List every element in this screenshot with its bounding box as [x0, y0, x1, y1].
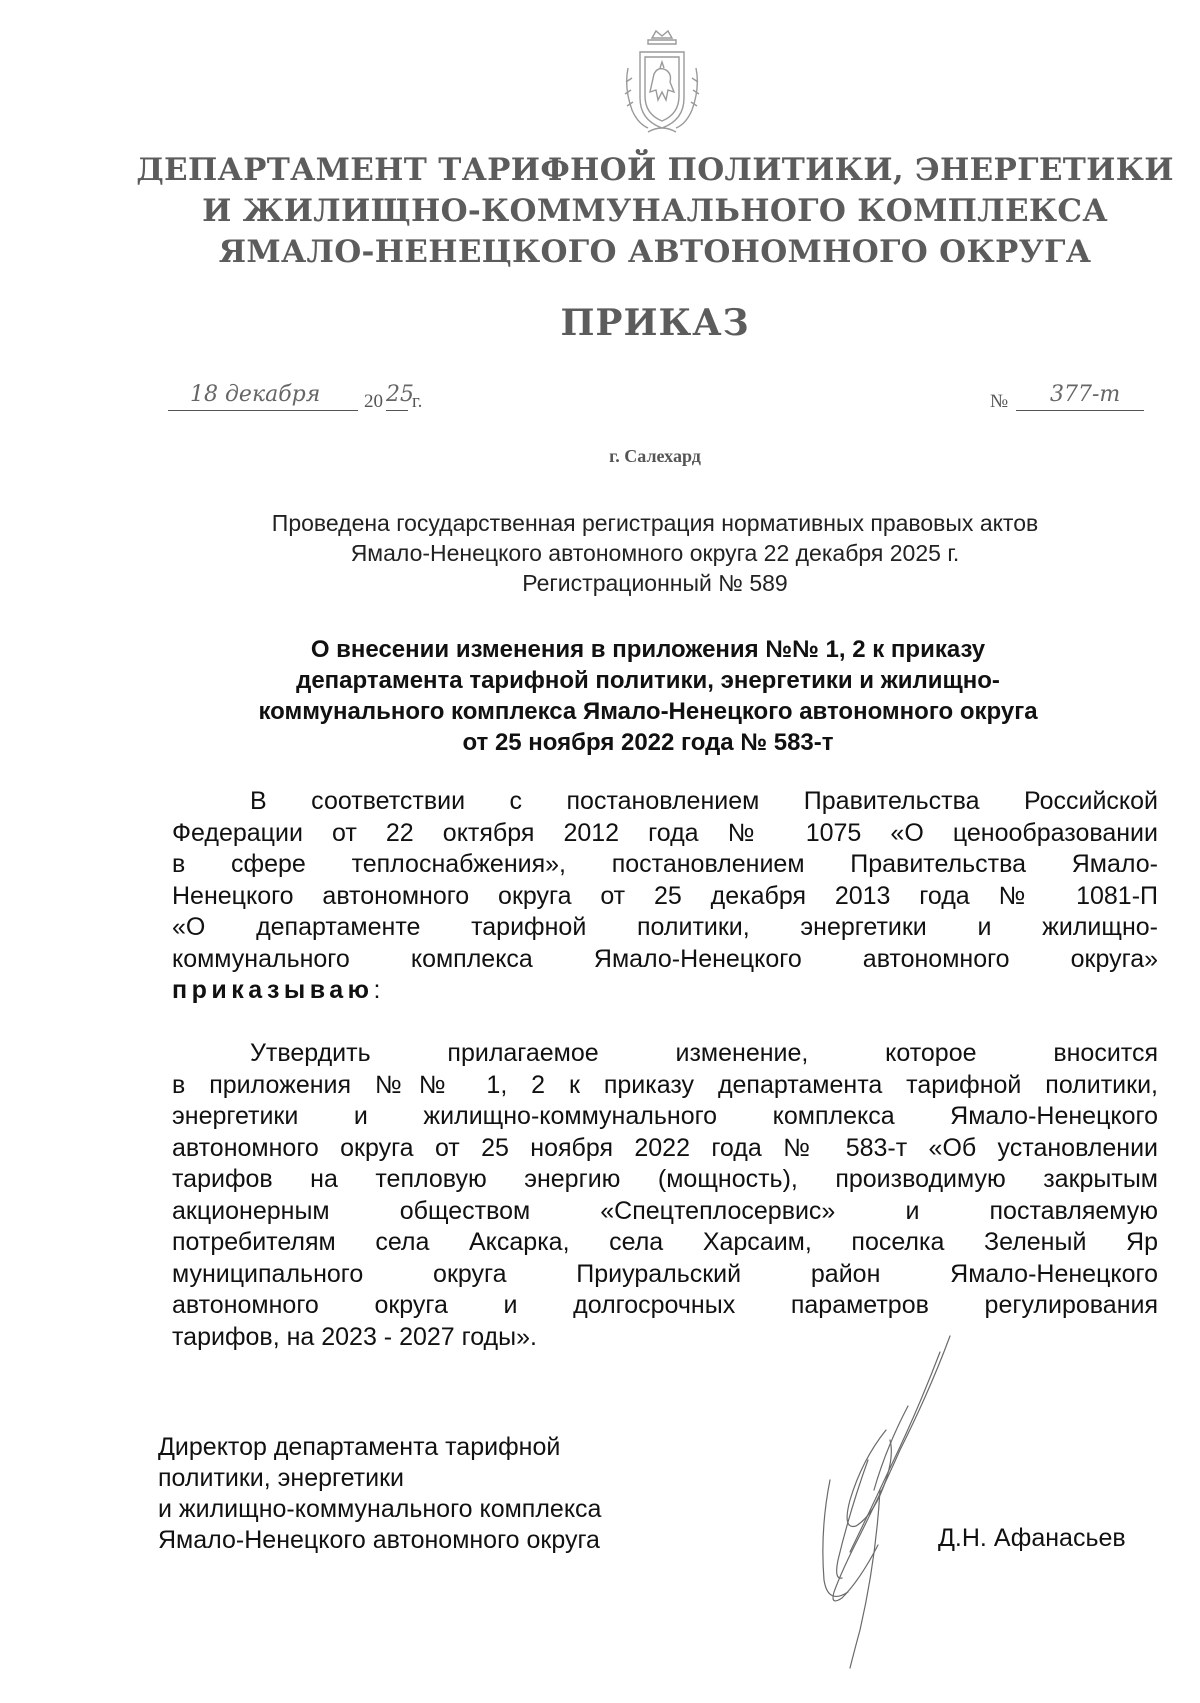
preamble-line: коммунального комплекса Ямало-Ненецкого автономного округа» [172, 944, 1158, 973]
subject-line: коммунального комплекса Ямало-Ненецкого автономного округа [258, 698, 1038, 725]
signer-position-line: и жилищно-коммунального комплекса [158, 1495, 602, 1523]
department-title-line: ДЕПАРТАМЕНТ ТАРИФНОЙ ПОЛИТИКИ, ЭНЕРГЕТИКИ [136, 152, 1174, 188]
registration-line: Ямало-Ненецкого автономного округа 22 декабря 2025 г. [350, 540, 960, 566]
handwritten-year: 25 [386, 382, 414, 407]
coat-of-arms-icon [618, 28, 706, 138]
subject-line: от 25 ноября 2022 года № 583-т [462, 729, 834, 756]
preamble-line: в сфере теплоснабжения», постановлением Правительства Ямало- [172, 850, 1158, 878]
decision-line: тарифов на тепловую энергию (мощность), производимую закрытым [172, 1165, 1158, 1193]
signer-position-line: Ямало-Ненецкого автономного округа [158, 1526, 600, 1554]
preamble-paragraph [172, 786, 1158, 1007]
order-colon: : [373, 976, 381, 1004]
decision-line: тарифов, на 2023 - 2027 годы». [172, 1322, 537, 1351]
preamble-line: «О департаменте тарифной политики, энергетики и жилищно- [172, 913, 1158, 941]
handwritten-number: 377-т [1050, 382, 1121, 407]
decision-line: муниципального округа Приуральский район Ямало-Ненецкого [172, 1259, 1158, 1288]
signer-position-line: Директор департамента тарифной [158, 1433, 561, 1461]
decision-line: энергетики и жилищно-коммунального комплекса Ямало-Ненецкого [172, 1102, 1158, 1130]
registration-note [170, 508, 1140, 598]
subject-line: департамента тарифной политики, энергетики и жилищно- [296, 667, 1000, 694]
order-word-line [172, 975, 1158, 1007]
year-underline [386, 410, 408, 411]
decision-paragraph [172, 1038, 1158, 1353]
decision-line: в приложения №№ 1, 2 к приказу департамента тарифной политики, [172, 1070, 1158, 1099]
department-title [130, 150, 1180, 273]
number-underline [1016, 410, 1144, 411]
handwritten-signature-icon [790, 1330, 980, 1670]
preamble-line: В соответствии с постановлением Правительства Российской [250, 787, 1158, 815]
preamble-line: Ненецкого автономного округа от 25 декабря 2013 года № 1081-П [172, 881, 1158, 910]
signer-name: Д.Н. Афанасьев [938, 1524, 1126, 1552]
date-underline [168, 410, 358, 411]
year-prefix: 20 [364, 391, 383, 412]
decision-line: автономного округа и долгосрочных параметров регулирования [172, 1291, 1158, 1319]
preamble-line: Федерации от 22 октября 2012 года № 1075 «О ценообразовании [172, 818, 1158, 847]
document-type-title: ПРИКАЗ [560, 302, 750, 344]
city: г. Салехард [609, 446, 701, 466]
handwritten-date: 18 декабря [190, 382, 321, 407]
department-title-line: ЯМАЛО-НЕНЕЦКОГО АВТОНОМНОГО ОКРУГА [218, 234, 1092, 270]
subject-line: О внесении изменения в приложения №№ 1, 2 к приказу [310, 636, 986, 663]
decision-line: Утвердить прилагаемое изменение, которое вносится [250, 1039, 1158, 1067]
order-subject [168, 634, 1128, 758]
signer-position-line: политики, энергетики [158, 1464, 404, 1492]
signer-position [158, 1432, 601, 1556]
decision-line: потребителям села Аксарка, села Харсаим, поселка Зеленый Яр [172, 1228, 1158, 1256]
decision-line: автономного округа от 25 ноября 2022 года № 583-т «Об установлении [172, 1133, 1158, 1162]
department-title-line: И ЖИЛИЩНО-КОММУНАЛЬНОГО КОМПЛЕКСА [202, 193, 1108, 229]
year-suffix: г. [412, 391, 423, 412]
order-word: приказываю [172, 976, 374, 1004]
registration-line: Проведена государственная регистрация нормативных правовых актов [271, 510, 1039, 536]
decision-line: акционерным обществом «Спецтеплосервис» и поставляемую [172, 1196, 1158, 1225]
registration-line: Регистрационный № 589 [522, 570, 788, 596]
number-prefix: № [990, 391, 1009, 412]
